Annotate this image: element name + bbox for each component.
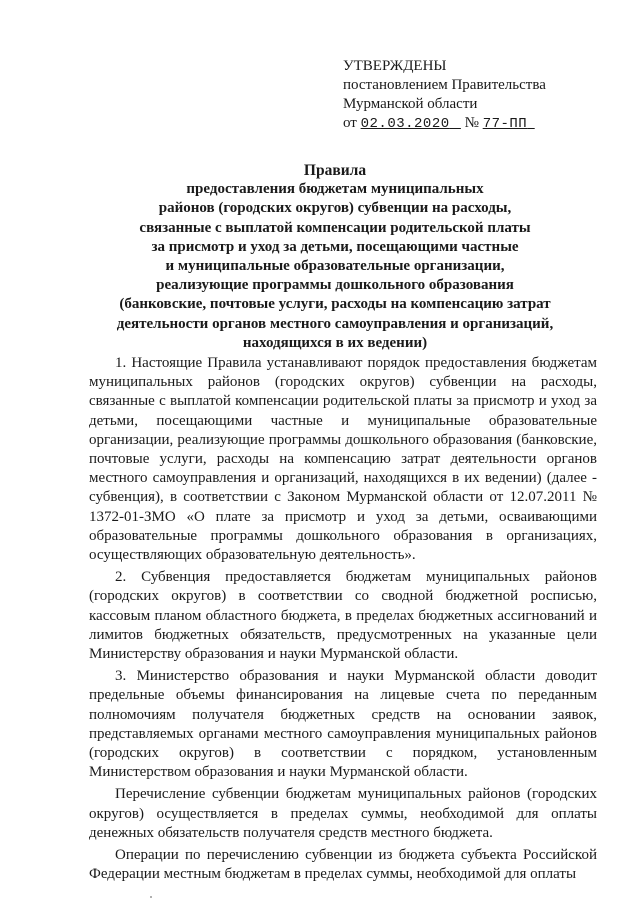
paragraph-5: Операции по перечислению субвенции из бюджета субъекта Российской Федерации местным бюджетам в пределах суммы, необходимой для оплаты [89, 847, 597, 883]
title-line: связанные с выплатой компенсации родительской платы [139, 219, 531, 236]
approval-block [343, 57, 613, 134]
scan-speck [150, 896, 152, 898]
approval-line-1: постановлением Правительства [343, 77, 546, 93]
title-line: предоставления бюджетам муниципальных [186, 181, 484, 198]
approval-date: 02.03.2020 [360, 116, 450, 132]
date-prefix: от [343, 115, 357, 131]
paragraph-2: 2. Субвенция предоставляется бюджетам муниципальных районов (городских округов) в соответствии со сводной бюджетной росписью, кассовым планом областного бюджета, в пределах бюджетных ассигнований и лимитов бюджетных обязательств, предусмотренных на указанные цели Министерству образования и науки Мурманской области. [89, 569, 597, 663]
approval-date-line [343, 114, 613, 134]
date-blank [450, 115, 461, 131]
approval-number: 77-ПП [482, 116, 528, 132]
title-heading: Правила [303, 162, 367, 179]
document-title [100, 161, 570, 353]
document-body [89, 354, 597, 887]
approval-line-2: Мурманской области [343, 96, 478, 112]
title-line: деятельности органов местного самоуправления и организаций, [116, 315, 554, 332]
number-sign: № [464, 115, 479, 131]
title-line: и муниципальные образовательные организации, [165, 258, 505, 275]
title-line: за присмотр и уход за детьми, посещающими частные [151, 238, 519, 255]
number-blank [527, 115, 535, 131]
title-line: находящихся в их ведении) [242, 334, 428, 351]
approval-heading: УТВЕРЖДЕНЫ [343, 58, 447, 74]
title-line: реализующие программы дошкольного образования [156, 277, 514, 294]
paragraph-4: Перечисление субвенции бюджетам муниципальных районов (городских округов) осуществляется в пределах суммы, необходимой для оплаты денежных обязательств получателя средств местного бюджета. [89, 786, 597, 841]
paragraph-1: 1. Настоящие Правила устанавливают порядок предоставления бюджетам муниципальных районов (городских округов) субвенции на расходы, связанные с выплатой компенсации родительской платы за присмотр и уход за детьми, посещающими частные и муниципальные образовательные организации, реализующие программы дошкольного образования (банковские, почтовые услуги, расходы на компенсацию затрат деятельности органов местного самоуправления и организаций, находящихся в их ведении) (далее - субвенция), в соответствии с Законом Мурманской области от 12.07.2011 № 1372-01-ЗМО «О плате за присмотр и уход за детьми, осваивающими образовательные программы дошкольного образования в организациях, осуществляющих образовательную деятельность». [89, 355, 597, 564]
paragraph-3: 3. Министерство образования и науки Мурманской области доводит предельные объемы финансирования на лицевые счета по переданным полномочиям получателя бюджетных средств на основании заявок, представляемых органами местного самоуправления муниципальных районов (городских округов) в соответствии с порядком, установленным Министерством образования и науки Мурманской области. [89, 668, 597, 781]
title-line: районов (городских округов) субвенции на расходы, [158, 200, 512, 217]
title-line: (банковские, почтовые услуги, расходы на компенсацию затрат [119, 296, 551, 313]
